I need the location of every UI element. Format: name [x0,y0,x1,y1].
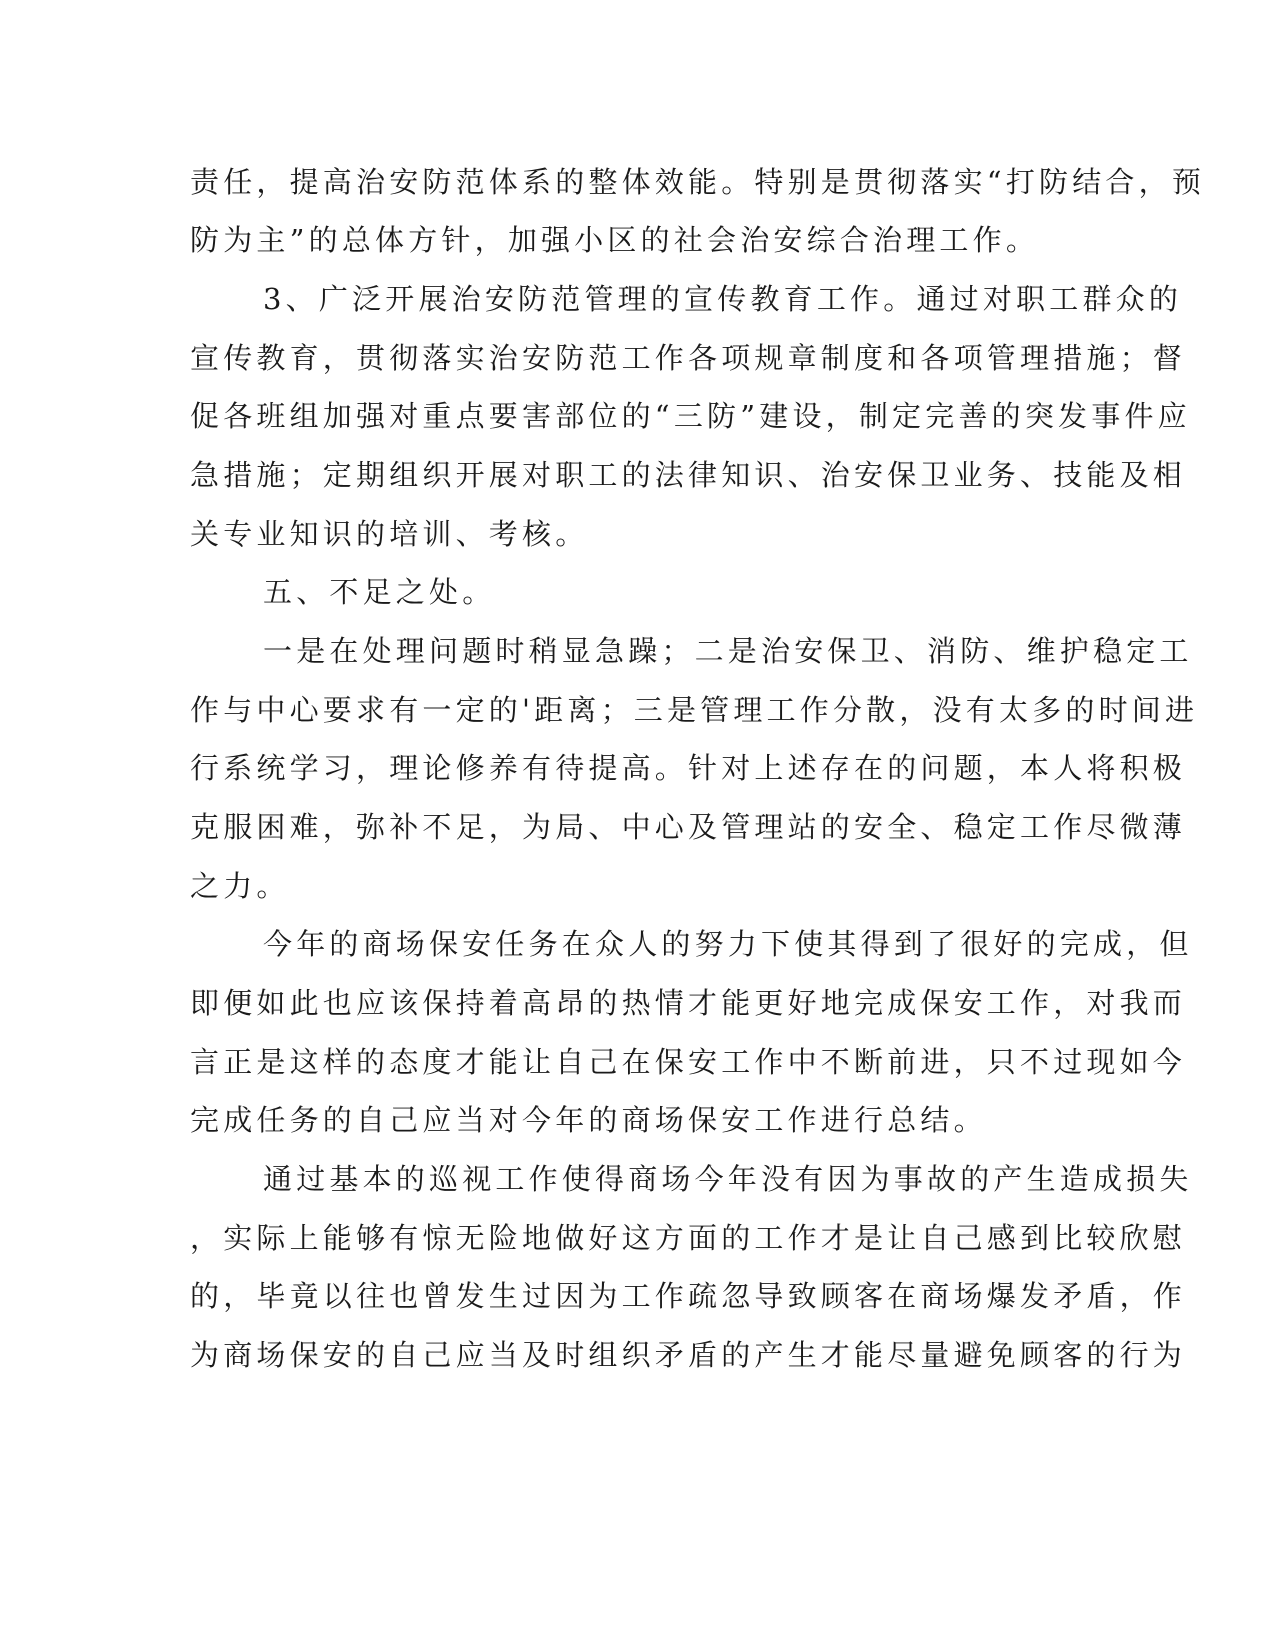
text-line: 通过基本的巡视工作使得商场今年没有因为事故的产生造成损失 [263,1162,1193,1196]
text-line: 行系统学习，理论修养有待提高。针对上述存在的问题，本人将积极 [190,751,1187,785]
text-line: 急措施；定期组织开展对职工的法律知识、治安保卫业务、技能及相 [190,458,1187,492]
text-line: 言正是这样的态度才能让自己在保安工作中不断前进，只不过现如今 [190,1045,1187,1079]
text-line: 之力。 [190,869,290,903]
text-line: 克服困难，弥补不足，为局、中心及管理站的安全、稳定工作尽微薄 [190,810,1187,844]
text-line: 责任，提高治安防范体系的整体效能。特别是贯彻落实“打防结合，预 [190,165,1206,199]
text-line: 一是在处理问题时稍显急躁；二是治安保卫、消防、维护稳定工 [263,634,1193,668]
text-line: 为商场保安的自己应当及时组织矛盾的产生才能尽量避免顾客的行为 [190,1338,1187,1372]
text-line: 关专业知识的培训、考核。 [190,517,589,551]
text-line: 今年的商场保安任务在众人的努力下使其得到了很好的完成，但 [263,927,1193,961]
section-heading: 五、不足之处。 [263,575,496,609]
text-line: 防为主”的总体方针，加强小区的社会治安综合治理工作。 [190,223,1040,257]
text-line: 宣传教育，贯彻落实治安防范工作各项规章制度和各项管理措施；督 [190,341,1187,375]
text-line: 完成任务的自己应当对今年的商场保安工作进行总结。 [190,1103,987,1137]
text-line: 即便如此也应该保持着高昂的热情才能更好地完成保安工作，对我而 [190,986,1187,1020]
text-line: 的，毕竟以往也曾发生过因为工作疏忽导致顾客在商场爆发矛盾，作 [190,1279,1187,1313]
text-line: 3、广泛开展治安防范管理的宣传教育工作。通过对职工群众的 [263,282,1183,316]
text-line: 促各班组加强对重点要害部位的“三防”建设，制定完善的突发事件应 [190,399,1191,433]
text-line: 作与中心要求有一定的'距离；三是管理工作分散，没有太多的时间进 [190,693,1199,727]
text-line: ，实际上能够有惊无险地做好这方面的工作才是让自己感到比较欣慰 [190,1221,1187,1255]
